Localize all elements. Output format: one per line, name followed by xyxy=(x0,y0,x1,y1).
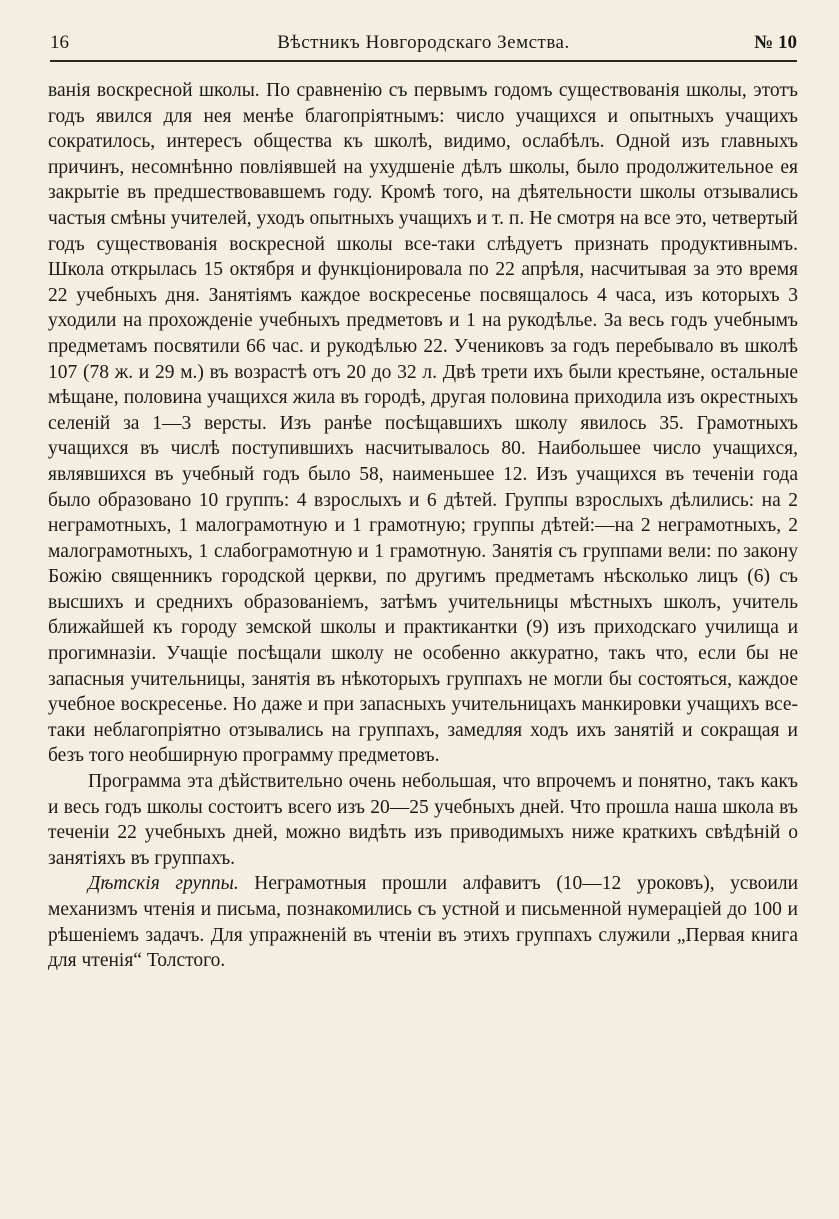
paragraph: ванія воскресной школы. По сравненію съ первымъ годомъ существованія школы, этотъ годъ явился для нея менѣе благопріятнымъ: число учащихся и опытныхъ учащихъ сократилось, интересъ общества къ школѣ, видимо, ослабѣлъ. Одной изъ главныхъ причинъ, несомнѣнно повліявшей на ухудшеніе дѣлъ школы, было продолжительное ея закрытіе въ предшествовавшемъ году. Кромѣ того, на дѣятельности школы отзывались частыя смѣны учителей, уходъ опытныхъ учащихъ и т. п. Не смотря на все это, четвертый годъ существованія воскресной школы все-таки слѣдуетъ признать продуктивнымъ. Школа открылась 15 октября и функціонировала по 22 апрѣля, насчитывая за это время 22 учебныхъ дня. Занятіямъ каждое воскресенье посвящалось 4 часа, изъ которыхъ 3 уходили на прохожденіе учебныхъ предметовъ и 1 на рукодѣлье. За весь годъ учебнымъ предметамъ посвятили 66 час. и рукодѣлью 22. Учениковъ за годъ перебывало въ школѣ 107 (78 ж. и 29 м.) въ возрастѣ отъ 20 до 32 л. Двѣ трети ихъ были крестьяне, остальные мѣщане, половина учащихся жила въ городѣ, другая половина приходила изъ окрестныхъ селеній за 1—3 версты. Изъ ранѣе посѣщавшихъ школу явилось 35. Грамотныхъ учащихся въ числѣ поступившихъ насчитывалось 80. Наибольшее число учащихся, являвшихся въ учебный годъ было 58, наименьшее 12. Изъ учащихся въ теченіи года было образовано 10 группъ: 4 взрослыхъ и 6 дѣтей. Группы взрослыхъ дѣлились: на 2 неграмотныхъ, 1 малограмотную и 1 грамотную; группы дѣтей:—на 2 неграмотныхъ, 2 малограмотныхъ, 1 слабограмотную и 1 грамотную. Занятія съ группами вели: по закону Божію священникъ городской церкви, по другимъ предметамъ нѣсколько лицъ (6) съ высшихъ и среднихъ образованіемъ, затѣмъ учительницы мѣстныхъ школъ, учитель ближайшей къ городу земской школы и практикантки (9) изъ приходскаго училища и прогимназіи. Учащіе посѣщали школу не особенно аккуратно, такъ что, если бы не запасныя учительницы, занятія въ нѣкоторыхъ группахъ не могли бы состояться, каждое учебное воскресенье. Но даже и при запасныхъ учительницахъ манкировки учащихъ все-таки неблагопріятно отзывались на группахъ, замедляя ходъ ихъ занятій и сокращая и безъ того необширную программу предметовъ. xyxy=(48,80,798,767)
body-text xyxy=(48,78,798,974)
page-number: 16 xyxy=(50,32,69,53)
running-header xyxy=(50,30,797,62)
paragraph: Программа эта дѣйствительно очень небольшая, что впрочемъ и понятно, такъ какъ и весь годъ школы состоитъ всего изъ 20—25 учебныхъ дней. Что прошла наша школа въ теченіи 22 учебныхъ дней, можно видѣть изъ приводимыхъ ниже краткихъ свѣдѣній о занятіяхъ въ группахъ. xyxy=(48,771,798,869)
paragraph xyxy=(48,871,798,973)
journal-title: Вѣстникъ Новгородскаго Земства. xyxy=(277,32,570,53)
section-heading: Дѣтскія группы. xyxy=(88,873,239,895)
paragraph-text: Неграмотныя прошли алфавитъ (10—12 уроковъ), усвоили механизмъ чтенія и письма, познакомились съ устной и письменной нумераціей до 100 и рѣшеніемъ задачъ. Для упражненій въ чтеніи въ этихъ группахъ служили „Первая книга для чтенія“ Толстого. xyxy=(48,873,799,972)
issue-number: № 10 xyxy=(754,32,797,53)
